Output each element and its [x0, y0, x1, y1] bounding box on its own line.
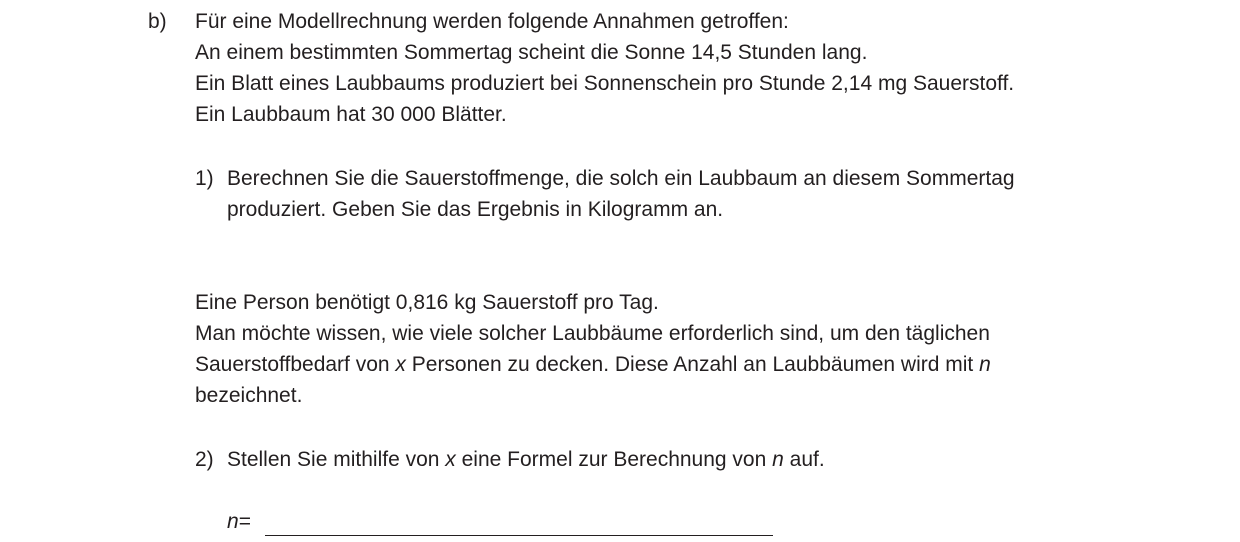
context-line-3-part-a: Sauerstoffbedarf von — [195, 353, 396, 376]
context-line-3-part-b: Personen zu decken. Diese Anzahl an Laubbäumen wird mit — [405, 353, 980, 376]
question-1-line-1: Berechnen Sie die Sauerstoffmenge, die solch ein Laubbaum an diesem Sommertag — [227, 167, 1015, 190]
question-2-part-a: Stellen Sie mithilfe von — [227, 448, 446, 471]
context-line-4: bezeichnet. — [195, 384, 303, 407]
answer-formula-label — [227, 510, 251, 538]
context-line-2: Man möchte wissen, wie viele solcher Laubbäume erforderlich sind, um den täglichen — [195, 322, 990, 345]
intro-line-3: Ein Blatt eines Laubbaums produziert bei Sonnenschein pro Stunde 2,14 mg Sauerstoff. — [195, 72, 1015, 95]
task-label: b) — [148, 10, 167, 33]
variable-x: x — [395, 353, 406, 376]
answer-blank-line[interactable] — [265, 535, 773, 536]
context-line-3 — [195, 352, 991, 378]
question-2-part-b: eine Formel zur Berechnung von — [455, 448, 773, 471]
context-line-1: Eine Person benötigt 0,816 kg Sauerstoff pro Tag. — [195, 291, 659, 314]
question-1-line-2: produziert. Geben Sie das Ergebnis in Kilogramm an. — [227, 198, 724, 221]
question-2-part-c: auf. — [783, 448, 825, 471]
question-2-text — [227, 447, 825, 473]
question-2-number: 2) — [195, 448, 214, 471]
variable-n: n — [772, 448, 784, 471]
variable-x: x — [445, 448, 456, 471]
intro-line-2: An einem bestimmten Sommertag scheint die Sonne 14,5 Stunden lang. — [195, 41, 868, 64]
answer-equals: = — [238, 510, 251, 533]
answer-variable: n — [227, 510, 239, 533]
intro-line-1: Für eine Modellrechnung werden folgende Annahmen getroffen: — [195, 10, 789, 33]
question-1-number: 1) — [195, 167, 214, 190]
intro-line-4: Ein Laubbaum hat 30 000 Blätter. — [195, 103, 507, 126]
variable-n: n — [979, 353, 991, 376]
